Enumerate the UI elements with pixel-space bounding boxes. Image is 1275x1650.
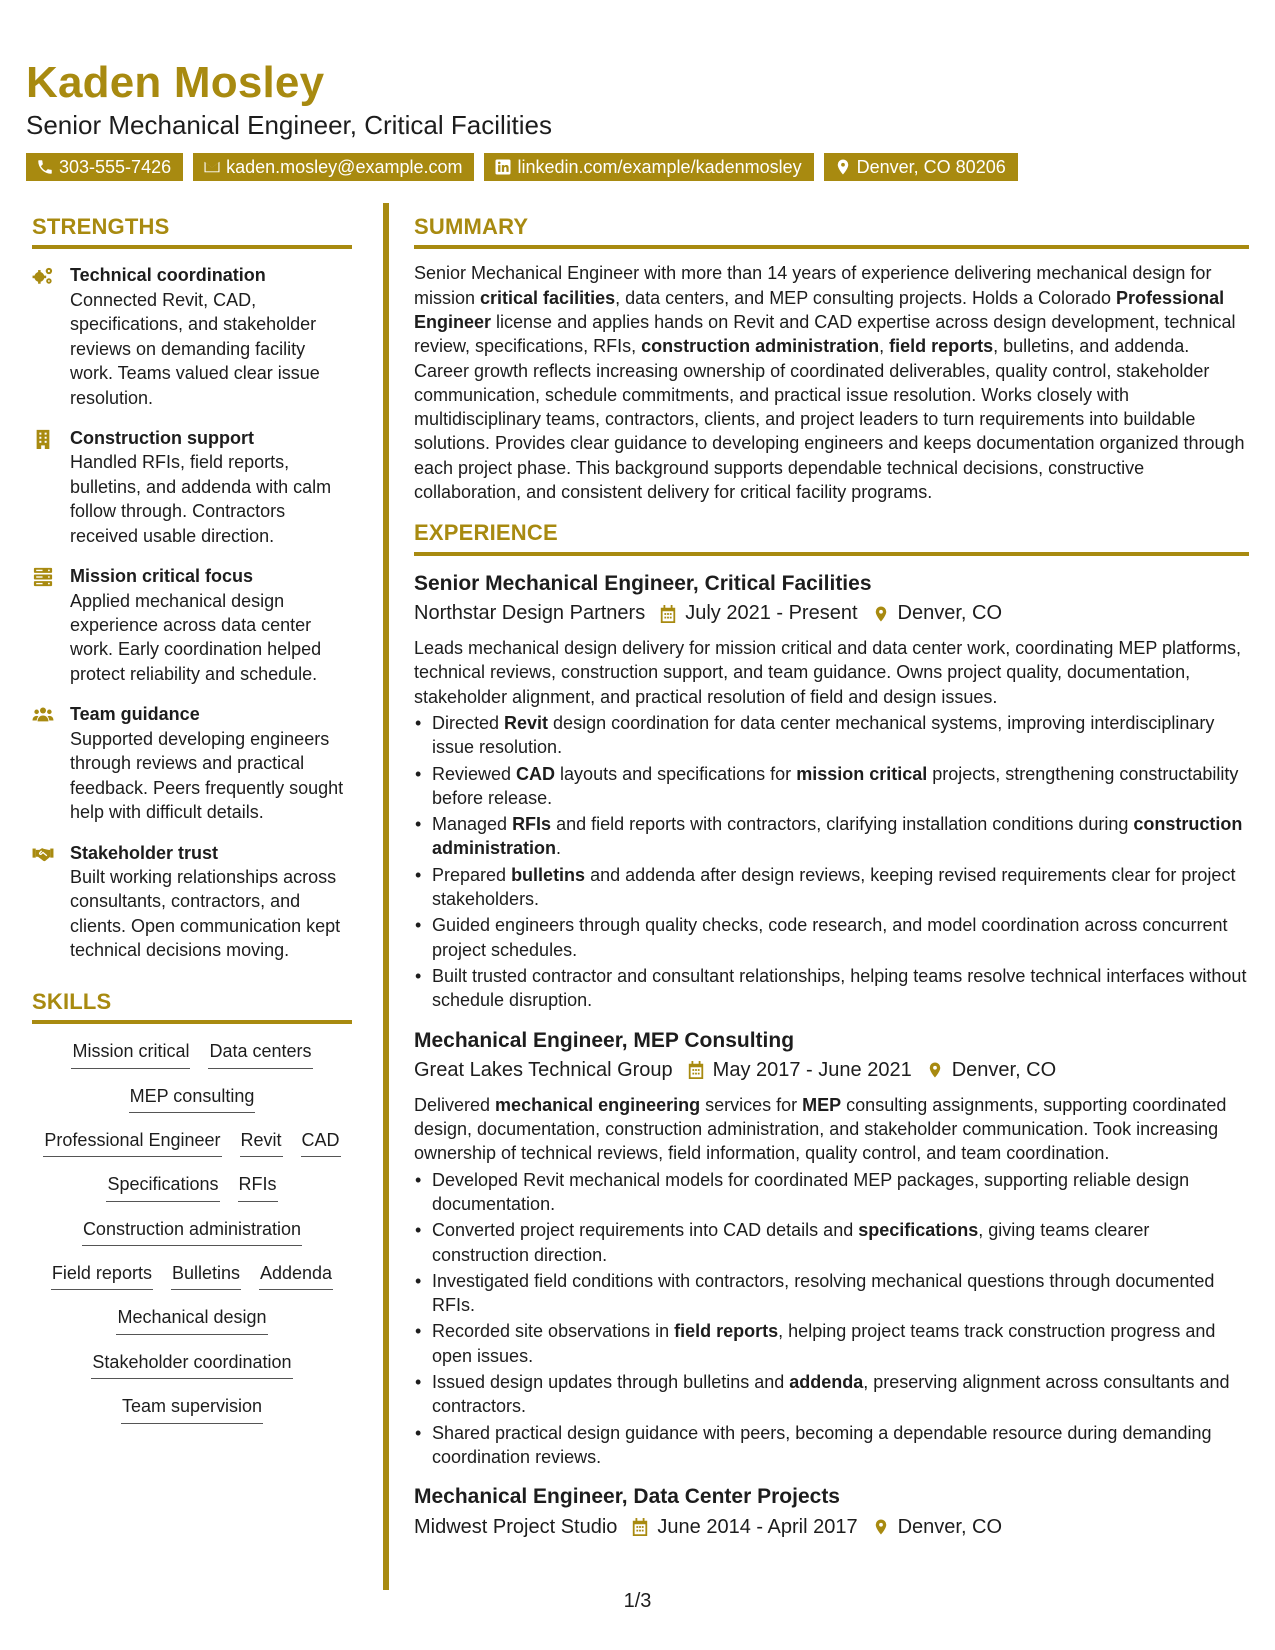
skill-tag: Data centers — [208, 1040, 312, 1068]
job-bullet-text: , helping project teams track construction progress and open issues. — [432, 1321, 1216, 1366]
summary-text: , — [879, 336, 890, 357]
summary-text — [414, 261, 1249, 504]
candidate-name: Kaden Mosley — [26, 58, 325, 107]
page-number: 1/3 — [623, 1590, 652, 1612]
summary-bold: Professional Engineer — [414, 287, 1225, 332]
skill-tag: Mechanical design — [116, 1306, 267, 1334]
strength-text: Applied mechanical design experience across data center work. Early coordination helped protect reliability and schedule. — [70, 590, 322, 684]
strength-text: Supported developing engineers through reviews and practical feedback. Peers frequently sought help with difficult details. — [70, 728, 344, 823]
strength-title: Technical coordination — [70, 265, 266, 286]
summary-heading: SUMMARY — [414, 214, 1249, 249]
job-dates: June 2014 - April 2017 — [657, 1515, 858, 1538]
skill-row — [32, 1129, 352, 1157]
job-meta — [414, 1056, 1249, 1085]
team-icon — [32, 705, 54, 725]
summary-bold: construction administration — [641, 336, 880, 357]
job-bullet-bold: RFIs — [512, 814, 552, 835]
skill-tag: Addenda — [259, 1262, 333, 1290]
job-title: Mechanical Engineer, Data Center Projects — [414, 1485, 840, 1509]
skills-heading: SKILLS — [32, 989, 352, 1024]
strength-title: Mission critical focus — [70, 566, 254, 587]
contact-phone[interactable] — [26, 153, 183, 181]
contact-location-text: Denver, CO 80206 — [856, 156, 1006, 177]
contact-phone-text: 303-555-7426 — [59, 156, 172, 177]
job-bullet-text: projects, strengthening constructability before release. — [432, 763, 1239, 808]
job-bullet-text: Directed — [432, 712, 505, 733]
building-icon — [32, 429, 54, 449]
location-pin-icon — [872, 604, 890, 624]
job-bullet — [432, 1370, 1249, 1419]
skill-tag: Bulletins — [171, 1262, 241, 1290]
job-description-bold: mechanical engineering — [495, 1094, 701, 1115]
location-pin-icon — [834, 158, 852, 176]
job-entry — [414, 570, 1249, 1013]
contact-bar — [26, 153, 1028, 181]
job-bullets — [414, 1168, 1249, 1470]
strength-item — [32, 702, 352, 824]
job-bullet-text: Guided engineers through quality checks, code research, and model coordination across concurrent project schedules. — [432, 915, 1228, 960]
contact-email[interactable] — [193, 153, 474, 181]
mail-icon — [203, 158, 221, 176]
job-bullet-text: and addenda after design reviews, keeping revised requirements clear for project stakeholders. — [432, 864, 1236, 910]
skill-row — [32, 1306, 352, 1334]
job-bullet-text: Developed Revit mechanical models for coordinated MEP packages, supporting reliable design documentation. — [432, 1169, 1190, 1214]
phone-icon — [36, 158, 54, 176]
job-dates: July 2021 - Present — [685, 602, 858, 625]
job-bullet-text: Recorded site observations in — [432, 1321, 675, 1342]
skill-tag: Stakeholder coordination — [91, 1351, 292, 1379]
job-title: Mechanical Engineer, MEP Consulting — [414, 1028, 795, 1052]
skill-row — [32, 1218, 352, 1246]
location-pin-icon — [872, 1517, 890, 1537]
experience-list — [414, 570, 1249, 1542]
job-description-text: consulting assignments, supporting coordinated design, documentation, construction administration, and stakeholder communication. Took increasing ownership of technical reviews, field information, quality control, and team coordination. — [414, 1094, 1227, 1164]
job-meta — [414, 1513, 1249, 1542]
skill-tag: Field reports — [51, 1262, 153, 1290]
job-bullet-bold: addenda — [789, 1372, 864, 1393]
job-bullet — [432, 913, 1249, 962]
skill-row — [32, 1262, 352, 1290]
handshake-icon — [32, 844, 54, 864]
job-bullet-text: , preserving alignment across consultants and contractors. — [432, 1372, 1230, 1417]
strength-item — [32, 263, 352, 410]
job-bullet-bold: specifications — [858, 1220, 979, 1241]
experience-heading: EXPERIENCE — [414, 520, 1249, 555]
job-bullet-text: design coordination for data center mechanical systems, improving interdisciplinary issue resolution. — [432, 712, 1215, 758]
job-bullet — [432, 863, 1249, 912]
contact-linkedin-text: linkedin.com/example/kadenmosley — [517, 156, 802, 177]
strength-title: Team guidance — [70, 704, 200, 725]
job-dates: May 2017 - June 2021 — [712, 1058, 912, 1081]
job-bullet-text: layouts and specifications for — [555, 763, 797, 784]
skill-tag: Mission critical — [71, 1040, 190, 1068]
job-description — [414, 1093, 1249, 1166]
job-meta — [414, 599, 1249, 628]
job-entry — [414, 1027, 1249, 1470]
skill-row — [32, 1395, 352, 1423]
strength-text: Handled RFIs, field reports, bulletins, and addenda with calm follow through. Contractors received usable direction. — [70, 452, 332, 546]
summary-bold: critical facilities — [480, 287, 616, 308]
job-bullet-text: Managed — [432, 814, 513, 835]
skill-tag: Professional Engineer — [43, 1129, 221, 1157]
summary-text: , data centers, and MEP consulting projects. Holds a Colorado — [615, 287, 1117, 308]
job-description-text: services for — [700, 1094, 803, 1115]
skill-tag: MEP consulting — [129, 1085, 256, 1113]
calendar-icon — [687, 1060, 705, 1080]
contact-email-text: kaden.mosley@example.com — [226, 156, 463, 177]
job-bullet-text: Shared practical design guidance with peers, becoming a dependable resource during demanding coordination reviews. — [432, 1422, 1212, 1467]
job-bullet-text: and field reports with contractors, clarifying installation conditions during — [551, 814, 1134, 835]
skill-tag: RFIs — [238, 1173, 278, 1201]
job-location: Denver, CO — [951, 1058, 1057, 1081]
skill-row — [32, 1173, 352, 1201]
contact-linkedin[interactable] — [484, 153, 813, 181]
job-bullet — [432, 1269, 1249, 1318]
job-bullet — [432, 812, 1249, 861]
job-bullet — [432, 964, 1249, 1013]
job-bullet-text: Prepared — [432, 864, 512, 885]
job-bullet — [432, 1319, 1249, 1368]
job-bullet-bold: mission critical — [796, 763, 928, 784]
strength-text: Built working relationships across consultants, contractors, and clients. Open communication kept technical decisions moving. — [70, 866, 341, 961]
skill-row — [32, 1040, 352, 1068]
job-bullet-text: . — [556, 838, 562, 859]
server-icon — [32, 567, 54, 587]
job-location: Denver, CO — [897, 602, 1003, 625]
calendar-icon — [659, 604, 677, 624]
skills-list — [32, 1040, 352, 1424]
strength-title: Stakeholder trust — [70, 842, 219, 863]
skill-tag: Revit — [240, 1129, 283, 1157]
job-bullet-text: Converted project requirements into CAD details and — [432, 1220, 859, 1241]
job-description-text: Leads mechanical design delivery for mission critical and data center work, coordinating MEP platforms, technical reviews, construction support, and team guidance. Owns project quality, documentation, stakeholder alignment, and practical resolution of field and design issues. — [414, 638, 1242, 707]
job-company: Northstar Design Partners — [414, 602, 646, 625]
job-bullet — [432, 762, 1249, 811]
gears-icon — [32, 266, 54, 286]
job-description-bold: MEP — [802, 1094, 842, 1115]
skill-tag: CAD — [301, 1129, 341, 1157]
job-bullet-bold: CAD — [516, 763, 556, 784]
job-description — [414, 636, 1249, 709]
candidate-headline: Senior Mechanical Engineer, Critical Facilities — [26, 110, 553, 140]
job-company: Great Lakes Technical Group — [414, 1058, 673, 1081]
skill-row — [32, 1351, 352, 1379]
summary-text: Senior Mechanical Engineer with more than 14 years of experience delivering mechanical design for mission — [414, 263, 1212, 308]
job-bullet — [432, 1218, 1249, 1267]
job-entry — [414, 1483, 1249, 1541]
job-bullet-bold: Revit — [504, 712, 549, 733]
job-bullets — [414, 711, 1249, 1013]
job-bullet-bold: bulletins — [511, 864, 586, 885]
strength-item — [32, 841, 352, 963]
job-bullet-bold: construction administration — [432, 814, 1243, 859]
skill-row — [32, 1085, 352, 1113]
job-bullet — [432, 1421, 1249, 1470]
summary-text: , bulletins, and addenda. Career growth reflects increasing ownership of coordinated deliverables, quality control, stakeholder communication, schedule commitments, and practical issue resolution. Works closely with multidisciplinary teams, contractors, clients, and project leaders to turn requirements into buildable solutions. Provides clear guidance to developing engineers and keeps documentation organized through each project phase. This background supports dependable technical decisions, constructive collaboration, and consistent delivery for critical facility programs. — [414, 336, 1245, 503]
strength-text: Connected Revit, CAD, specifications, and stakeholder reviews on demanding facility work. Teams valued clear issue resolution. — [70, 289, 320, 408]
left-column — [32, 214, 352, 1440]
strength-item — [32, 426, 352, 548]
job-description-text: Delivered — [414, 1094, 496, 1115]
skill-tag: Team supervision — [121, 1395, 263, 1423]
job-bullet-bold: field reports — [674, 1321, 779, 1342]
job-bullet — [432, 1168, 1249, 1217]
job-bullet-text: Issued design updates through bulletins and — [432, 1372, 790, 1393]
job-location: Denver, CO — [897, 1515, 1003, 1538]
skill-tag: Specifications — [106, 1173, 219, 1201]
strength-title: Construction support — [70, 428, 254, 449]
calendar-icon — [631, 1517, 649, 1537]
summary-text: license and applies hands on Revit and CAD expertise across design development, technical review, specifications, RFIs, — [414, 311, 1236, 357]
strengths-heading: STRENGTHS — [32, 214, 352, 249]
strength-item — [32, 564, 352, 686]
job-bullet — [432, 711, 1249, 760]
location-pin-icon — [926, 1060, 944, 1080]
right-column — [414, 214, 1249, 1542]
column-divider — [383, 203, 389, 1590]
job-title: Senior Mechanical Engineer, Critical Facilities — [414, 571, 872, 595]
job-company: Midwest Project Studio — [414, 1515, 618, 1538]
job-bullet-text: Investigated field conditions with contractors, resolving mechanical questions through documented RFIs. — [432, 1270, 1215, 1316]
job-bullet-text: Reviewed — [432, 763, 517, 784]
job-bullet-text: Built trusted contractor and consultant relationships, helping teams resolve technical interfaces without schedule disruption. — [432, 965, 1247, 1011]
linkedin-icon — [494, 158, 512, 176]
summary-bold: field reports — [889, 336, 994, 357]
skill-tag: Construction administration — [82, 1218, 302, 1246]
job-bullet-text: , giving teams clearer construction direction. — [432, 1220, 1150, 1265]
contact-location — [824, 153, 1018, 181]
